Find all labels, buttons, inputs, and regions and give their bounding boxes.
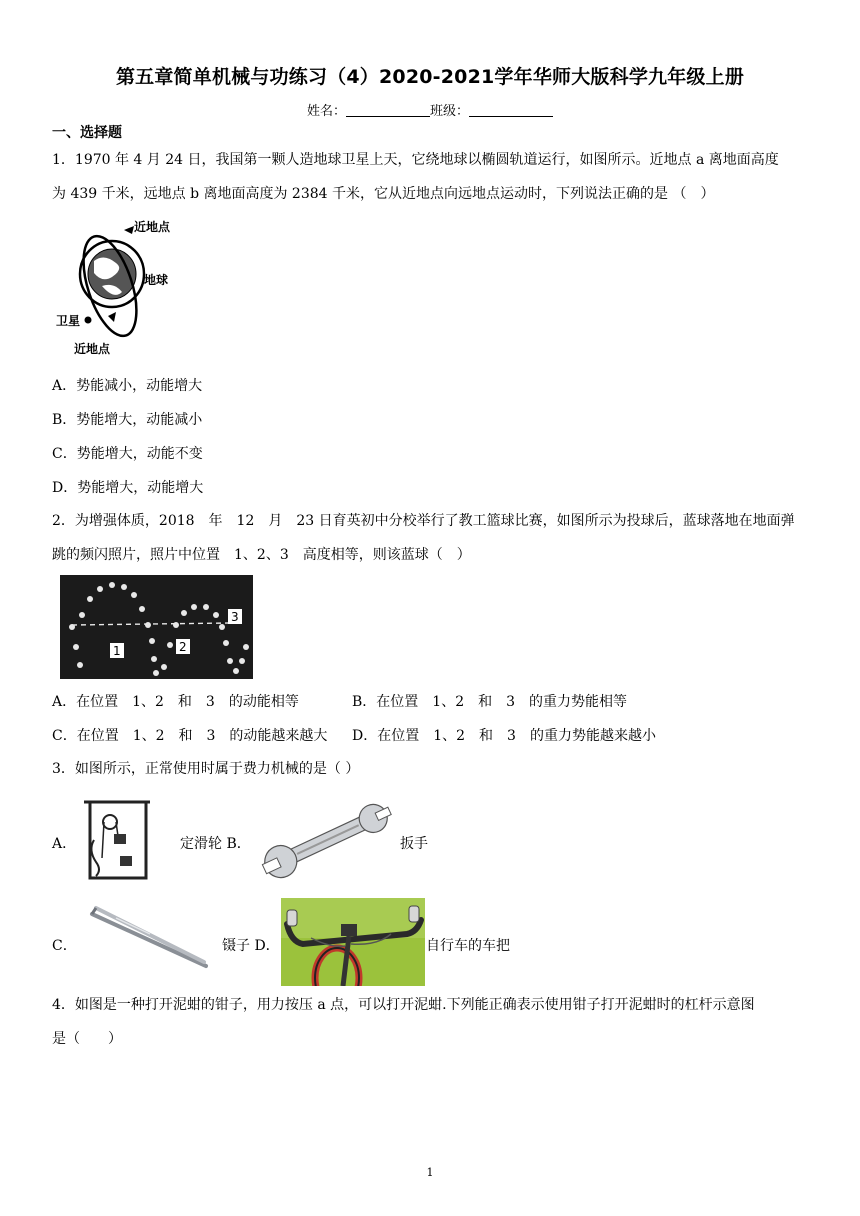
tweezers-figure [86,904,212,974]
q4-stem-line1: 4．如图是一种打开泥蚶的钳子，用力按压 a 点，可以打开泥蚶.下列能正确表示使用钳子打开泥蚶时的杠杆示意图 [52,997,755,1013]
strobe-label-1: 1 [113,644,121,658]
q1-option-c[interactable]: C．势能增大，动能不变 [52,446,203,462]
name-label: 姓名： [306,104,346,119]
q2-stem-line1: 2．为增强体质，2018 年 12 月 23 日育英初中分校举行了教工篮球比赛，如图所示为投球后，蓝球落地在地面弹 [52,513,795,529]
q3-option-a-label[interactable]: 定滑轮 B． [180,836,251,852]
fig-label-perigee-top: 近地点 [134,220,171,234]
q2-option-a[interactable]: A．在位置 1、2 和 3 的动能相等 [52,694,299,710]
q3-option-b-label[interactable]: 扳手 [400,836,428,852]
student-info-line [0,100,860,119]
q3-option-c-prefix[interactable]: C． [52,938,77,954]
fixed-pulley-figure [80,800,154,880]
q1-stem-line2: 为 439 千米，远地点 b 离地面高度为 2384 千米，它从近地点向远地点运动时，下列说法正确的是 （ ） [52,186,715,202]
strobe-label-3: 3 [231,610,239,624]
q3-option-c-label[interactable]: 镊子 D． [222,938,280,954]
q3-stem: 3．如图所示，正常使用时属于费力机械的是（ ） [52,761,360,777]
q2-stem-line2: 跳的频闪照片，照片中位置 1、2、3 高度相等，则该蓝球（ ） [52,547,471,563]
q1-option-d[interactable]: D．势能增大，动能增大 [52,480,204,496]
q4-stem-line2: 是（ ） [52,1031,122,1047]
q2-option-b[interactable]: B．在位置 1、2 和 3 的重力势能相等 [352,694,628,710]
section-heading: 一、选择题 [52,125,122,141]
page-title: 第五章简单机械与功练习（4）2020-2021学年华师大版科学九年级上册 [115,66,745,88]
fig-label-perigee-bottom: 近地点 [74,342,111,356]
q1-option-a[interactable]: A．势能减小，动能增大 [52,378,203,394]
q3-option-a-prefix[interactable]: A． [52,836,77,852]
wrench-figure [254,796,400,884]
satellite-orbit-figure [54,216,186,358]
page-number: 1 [426,1166,434,1179]
q1-option-b[interactable]: B．势能增大，动能减小 [52,412,203,428]
bicycle-handlebar-photo [281,898,425,986]
class-label: 班级： [430,104,470,119]
q1-stem-line1: 1．1970 年 4 月 24 日，我国第一颗人造地球卫星上天，它绕地球以椭圆轨道运行，如图所示。近地点 a 离地面高度 [52,152,779,168]
basketball-strobe-photo [60,575,253,679]
class-blank[interactable] [469,104,553,117]
name-blank[interactable] [346,104,430,117]
q3-option-d-label[interactable]: 自行车的车把 [426,938,510,954]
fig-label-earth: 地球 [144,273,169,287]
q2-option-c[interactable]: C．在位置 1、2 和 3 的动能越来越大 [52,728,328,744]
q2-option-d[interactable]: D．在位置 1、2 和 3 的重力势能越来越小 [352,728,656,744]
fig-label-satellite: 卫星 [56,314,81,328]
strobe-label-2: 2 [179,640,187,654]
